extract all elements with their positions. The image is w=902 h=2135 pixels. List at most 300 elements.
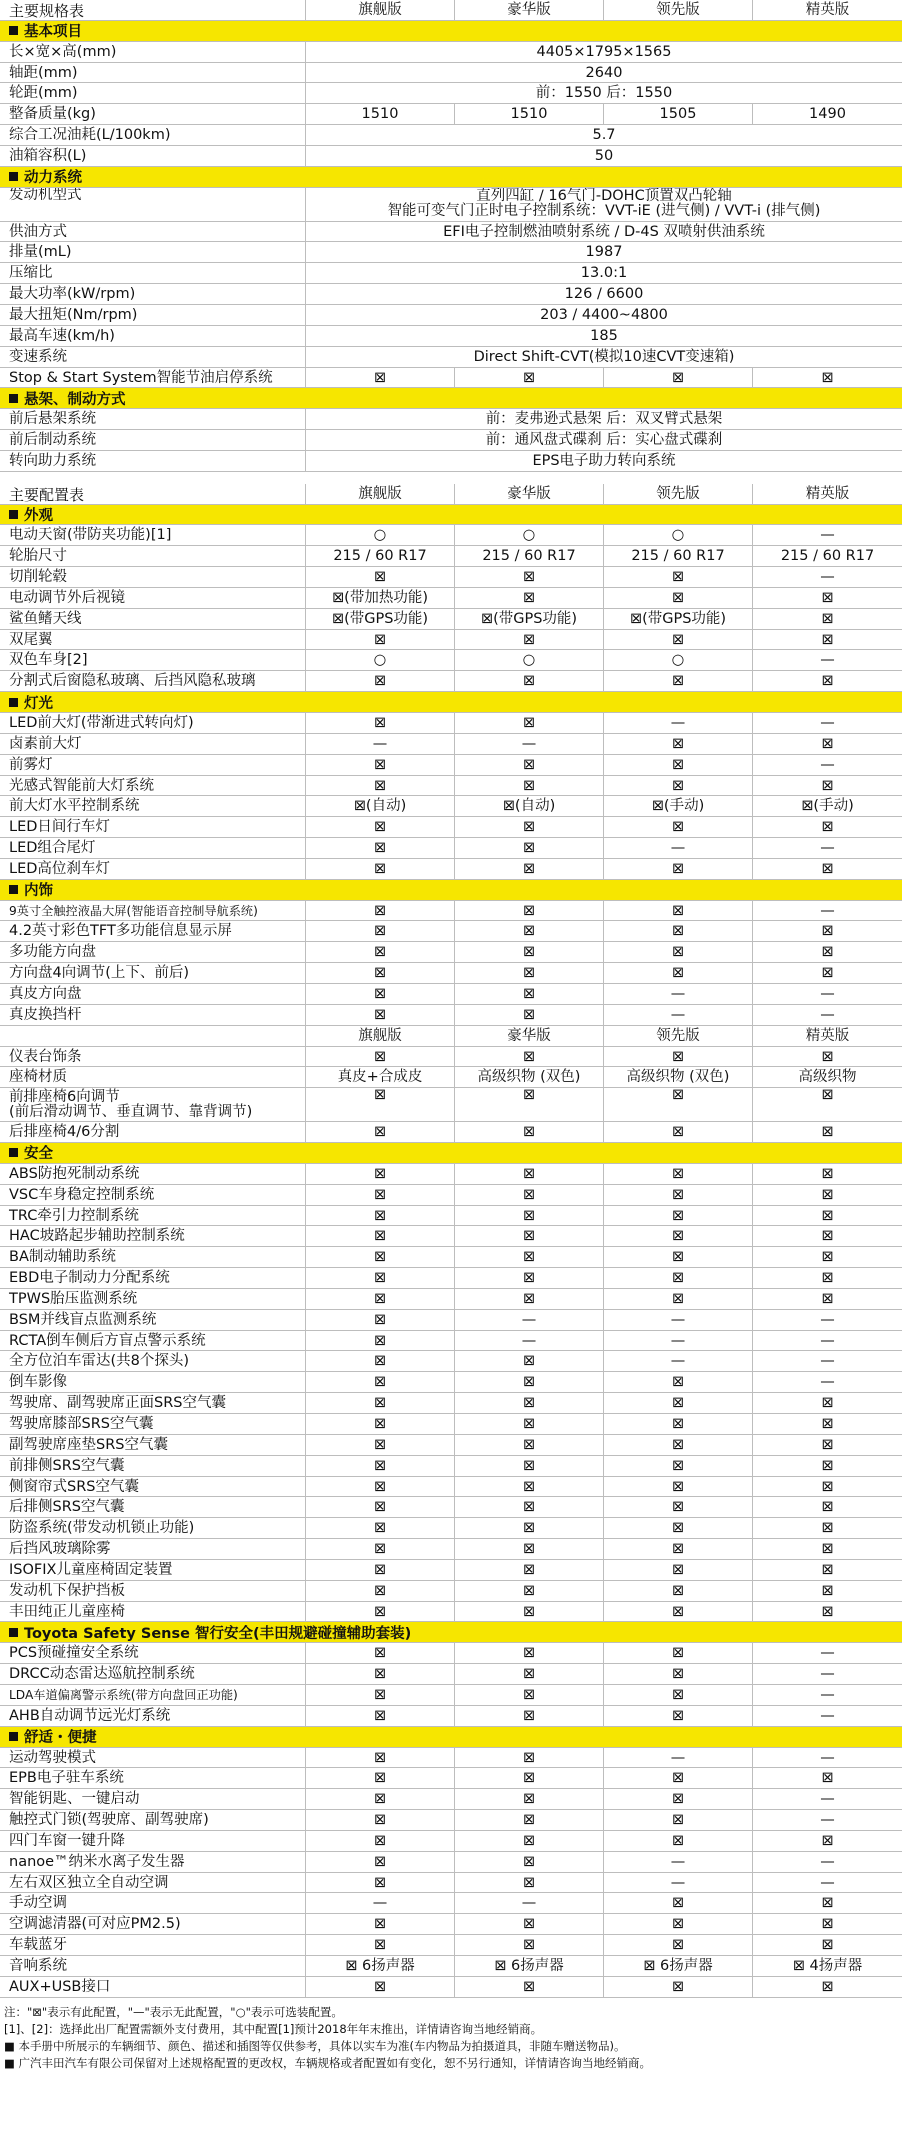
value-cell: ⊠ [454,1456,603,1476]
table-row [0,104,902,125]
row-label: 电动调节外后视镜 [9,589,125,606]
row-label: Stop & Start System智能节油启停系统 [9,369,273,386]
value-cell: ⊠ [603,817,752,837]
value-cell: ⊠ [454,1289,603,1309]
value-cell: — [752,567,902,587]
row-label: 音响系统 [9,1957,67,1974]
value-cell: ⊠ [305,1005,454,1025]
table-row [0,1414,902,1435]
value-cell: ⊠ [752,1164,902,1184]
model-column-header: 旗舰版 [305,0,454,20]
section-header [0,880,902,901]
value-cell: ⊠(手动) [752,796,902,816]
model-column-header: 豪华版 [454,484,603,504]
section-marker-icon [9,1628,18,1637]
table-row [0,525,902,546]
value-cell: — [603,1873,752,1893]
row-label: nanoe™纳米水离子发生器 [9,1853,185,1870]
spanned-value: 203 / 4400~4800 [305,305,902,325]
spanned-value: 2640 [305,63,902,83]
value-cell: — [752,984,902,1004]
value-cell: ⊠ [603,671,752,691]
value-cell: ⊠ [752,1539,902,1559]
model-column-header: 豪华版 [454,0,603,20]
table-row [0,942,902,963]
table-row [0,1289,902,1310]
value-cell: ⊠ [603,588,752,608]
value-cell: ⊠ [454,921,603,941]
table-row [0,1067,902,1088]
row-label: 最大功率(kW/rpm) [9,286,136,303]
value-cell: ⊠ [752,859,902,879]
section-header [0,388,902,409]
row-label: EPB电子驻车系统 [9,1770,124,1787]
section-marker-icon [9,1732,18,1741]
table-row [0,188,902,222]
row-label: 双尾翼 [9,631,53,648]
value-cell: ⊠ [454,1935,603,1955]
row-label: 4.2英寸彩色TFT多功能信息显示屏 [9,923,232,940]
value-cell: ⊠ [305,1643,454,1663]
value-cell: 1510 [305,104,454,124]
row-label: 油箱容积(L) [9,147,87,164]
row-label: 后挡风玻璃除雾 [9,1541,111,1558]
table-row [0,1873,902,1894]
value-cell: ⊠ [603,963,752,983]
value-cell: ⊠ [305,1247,454,1267]
value-cell: ⊠ [454,1414,603,1434]
footnote-line: [1]、[2]：选择此出厂配置需额外支付费用，其中配置[1]预计2018年年末推出，详情请咨询当地经销商。 [4,2021,543,2036]
section-marker-icon [9,26,18,35]
table-row [0,671,902,692]
value-cell: ⊠ [305,1477,454,1497]
value-cell: ⊠ [305,1456,454,1476]
value-cell: ⊠ [454,1122,603,1142]
row-label: 左右双区独立全自动空调 [9,1874,169,1891]
value-cell: — [752,713,902,733]
value-cell: — [752,1005,902,1025]
value-cell: ⊠ [603,1122,752,1142]
value-cell: ⊠ [305,1685,454,1705]
table-row [0,146,902,167]
value-cell: ⊠ [454,1560,603,1580]
row-label: 空调滤清器(可对应PM2.5) [9,1916,181,1933]
value-cell: ⊠ [305,1664,454,1684]
value-cell: ⊠ [454,1206,603,1226]
value-cell: ⊠ [454,1539,603,1559]
value-cell: ⊠ [305,817,454,837]
value-cell: ⊠ [454,1226,603,1246]
table-row [0,1164,902,1185]
table-row [0,1664,902,1685]
value-cell: ⊠ 6扬声器 [454,1956,603,1976]
value-cell: ⊠ [454,984,603,1004]
value-cell: ⊠ [603,1393,752,1413]
row-label: 光感式智能前大灯系统 [9,777,154,794]
value-cell: ⊠ [454,588,603,608]
table-row [0,1456,902,1477]
value-cell: — [752,1685,902,1705]
row-label: 卤素前大灯 [9,735,82,752]
row-label: 前后悬架系统 [9,411,96,428]
value-cell: — [752,1706,902,1726]
value-cell: ⊠(带GPS功能) [305,609,454,629]
section-header [0,21,902,42]
row-label: 前大灯水平控制系统 [9,798,140,815]
value-cell: ⊠ [454,1047,603,1067]
row-label: TPWS胎压监测系统 [9,1290,138,1307]
value-cell: ⊠ [305,1914,454,1934]
value-cell: ⊠ [305,921,454,941]
value-cell: ⊠ [305,1935,454,1955]
value-cell: ⊠ 6扬声器 [603,1956,752,1976]
value-cell: ⊠ [603,1581,752,1601]
row-label: 驾驶席、副驾驶席正面SRS空气囊 [9,1395,226,1412]
value-cell: ⊠ [305,1977,454,1997]
section-marker-icon [9,394,18,403]
section-header [0,1143,902,1164]
table-row [0,901,902,922]
value-cell: ⊠ [603,1414,752,1434]
section-header [0,167,902,188]
row-label: 倒车影像 [9,1374,67,1391]
row-label: 综合工况油耗(L/100km) [9,127,171,144]
table-row [0,430,902,451]
spanned-value: 1987 [305,242,902,262]
value-cell: — [752,901,902,921]
table-row [0,1581,902,1602]
value-cell: ⊠ [305,1706,454,1726]
value-cell: ⊠ [752,1581,902,1601]
row-label: 真皮换挡杆 [9,1006,82,1023]
section-title: 基本项目 [24,24,82,41]
value-cell: 真皮+合成皮 [305,1067,454,1087]
value-cell: ⊠ [603,1289,752,1309]
footnote-line: ■ 本手册中所展示的车辆细节、颜色、描述和插图等仅供参考，具体以实车为准(车内物品为拍摄道具，非随车赠送物品)。 [4,2038,626,2053]
row-label-lines [9,1088,305,1121]
row-label: 整备质量(kg) [9,106,96,123]
row-label: 智能钥匙、一键启动 [9,1791,140,1808]
row-label: 丰田纯正儿童座椅 [9,1603,125,1620]
value-cell: 215 / 60 R17 [752,546,902,566]
value-cell: — [752,1664,902,1684]
value-cell: ⊠ [454,1268,603,1288]
table-row [0,1310,902,1331]
value-cell: ⊠ [603,1539,752,1559]
value-cell: ⊠ [603,1268,752,1288]
row-label: 最大扭矩(Nm/rpm) [9,306,138,323]
section-marker-icon [9,172,18,181]
value-cell: ⊠ [305,1310,454,1330]
row-label [0,1088,305,1121]
section-marker-icon [9,885,18,894]
spanned-value: EPS电子助力转向系统 [305,451,902,471]
row-label: RCTA倒车侧后方盲点警示系统 [9,1332,206,1349]
spanned-value: 前：麦弗逊式悬架 后：双叉臂式悬架 [305,409,902,429]
value-cell: — [752,1873,902,1893]
value-cell: ⊠ [305,1289,454,1309]
row-label: BA制动辅助系统 [9,1249,116,1266]
value-cell: ⊠(手动) [603,796,752,816]
value-cell: ⊠ [454,1005,603,1025]
value-cell: ⊠ [305,859,454,879]
value-cell: — [603,1331,752,1351]
value-cell: ⊠ [752,921,902,941]
table-row [0,368,902,389]
table-row [0,284,902,305]
value-cell: ⊠ [454,1164,603,1184]
section-marker-icon [9,510,18,519]
value-cell: ⊠ [603,368,752,388]
row-label: 触控式门锁(驾驶席、副驾驶席) [9,1812,209,1829]
value-cell: ⊠ [752,1914,902,1934]
value-cell: ⊠ [305,1047,454,1067]
spanned-value: EFI电子控制燃油喷射系统 / D-4S 双喷射供油系统 [305,222,902,242]
value-cell: ○ [305,650,454,670]
value-cell: ⊠ [454,1393,603,1413]
value-cell: 215 / 60 R17 [454,546,603,566]
value-cell: ⊠ [603,1789,752,1809]
value-cell: ⊠ [454,1372,603,1392]
row-label: 鲨鱼鳍天线 [9,610,82,627]
row-label-line: 前排座椅6向调节 [9,1088,120,1105]
value-cell: ⊠ [603,1643,752,1663]
row-label: 轮距(mm) [9,85,78,102]
value-cell: ⊠ [603,755,752,775]
value-cell: ⊠ [305,1331,454,1351]
row-label: 运动驾驶模式 [9,1749,96,1766]
value-cell: ⊠ [305,1497,454,1517]
value-cell: 精英版 [752,1026,902,1046]
value-cell: ⊠ [305,1122,454,1142]
value-cell: ⊠ [454,1247,603,1267]
table-row [0,755,902,776]
value-cell: ⊠ [603,1893,752,1913]
value-cell: ⊠ [454,859,603,879]
section-title: Toyota Safety Sense 智行安全(丰田规避碰撞辅助套装) [24,1625,412,1642]
spanned-value: 4405×1795×1565 [305,42,902,62]
value-cell: ⊠(自动) [305,796,454,816]
table-row [0,1810,902,1831]
value-cell: ⊠ [752,1047,902,1067]
row-label: 分割式后窗隐私玻璃、后挡风隐私玻璃 [9,673,256,690]
spanned-line: 智能可变气门正时电子控制系统：VVT-iE (进气侧) / VVT-i (排气侧) [387,203,821,220]
table-row [0,1956,902,1977]
value-cell: ⊠ [603,1768,752,1788]
value-cell: ⊠ [752,1247,902,1267]
table-row [0,1477,902,1498]
value-cell: ⊠ [305,984,454,1004]
section-header [0,1622,902,1643]
value-cell: ⊠ [454,1873,603,1893]
value-cell: ⊠ [752,671,902,691]
value-cell: ⊠ [603,567,752,587]
table-row [0,588,902,609]
table-row [0,63,902,84]
value-cell: 1510 [454,104,603,124]
row-label: ISOFIX儿童座椅固定装置 [9,1561,173,1578]
value-cell: ⊠ [752,1477,902,1497]
section-header [0,692,902,713]
value-cell: ⊠ [603,1810,752,1830]
value-cell: ○ [454,525,603,545]
table-row [0,326,902,347]
row-label: AUX+USB接口 [9,1978,111,1995]
table-row [0,1768,902,1789]
section-title: 灯光 [24,695,53,712]
value-cell: ⊠(带GPS功能) [454,609,603,629]
row-label: 前排侧SRS空气囊 [9,1457,125,1474]
value-cell: 高级织物 [752,1067,902,1087]
row-label: 手动空调 [9,1895,67,1912]
row-label: TRC牵引力控制系统 [9,1207,139,1224]
value-cell: ⊠ [305,1414,454,1434]
table-row [0,1331,902,1352]
value-cell: ⊠ [454,1852,603,1872]
table-row [0,1005,902,1026]
spanned-value: 前：1550 后：1550 [305,83,902,103]
footnotes [0,1998,902,2072]
value-cell: ⊠ [305,755,454,775]
value-cell: ⊠ [454,1748,603,1768]
table-row [0,1539,902,1560]
row-label: 后排侧SRS空气囊 [9,1499,125,1516]
value-cell: ⊠ [305,1831,454,1851]
value-cell: ⊠ [752,734,902,754]
value-cell: ⊠ [603,942,752,962]
footnote-line: ■ 广汽丰田汽车有限公司保留对上述规格配置的更改权，车辆规格或者配置如有变化，恕不另行通知，详情请咨询当地经销商。 [4,2055,652,2070]
value-cell: ⊠ [603,859,752,879]
value-cell: 215 / 60 R17 [603,546,752,566]
value-cell: ⊠ [603,1226,752,1246]
value-cell: ⊠ [603,1706,752,1726]
value-cell: — [752,525,902,545]
spanned-value: 前：通风盘式碟刹 后：实心盘式碟刹 [305,430,902,450]
value-cell: ⊠ [305,368,454,388]
value-cell: ⊠ [752,1414,902,1434]
value-cell: ⊠ [603,1935,752,1955]
value-cell: ⊠ [454,1810,603,1830]
spanned-value: 185 [305,326,902,346]
value-cell: ⊠ [454,1581,603,1601]
value-cell: — [603,838,752,858]
row-label: 车载蓝牙 [9,1937,67,1954]
value-cell: ⊠ [305,838,454,858]
table-row [0,347,902,368]
row-label: ABS防抱死制动系统 [9,1165,140,1182]
row-label: 方向盘4向调节(上下、前后) [9,965,190,982]
value-cell: ○ [603,650,752,670]
value-cell: ⊠ [752,1768,902,1788]
table-row [0,1247,902,1268]
table-row [0,1602,902,1623]
row-label: AHB自动调节远光灯系统 [9,1707,171,1724]
value-cell: ⊠ [603,1497,752,1517]
value-cell: — [603,984,752,1004]
value-cell: — [603,1351,752,1371]
spanned-line: 直列四缸 / 16气门-DOHC顶置双凸轮轴 [476,188,732,205]
value-cell: ⊠ [603,1914,752,1934]
value-cell: ⊠ [454,671,603,691]
row-label: 多功能方向盘 [9,944,96,961]
value-cell: ⊠ [305,1268,454,1288]
value-cell: ⊠ [603,776,752,796]
value-cell: ⊠ 4扬声器 [752,1956,902,1976]
value-cell: ⊠ [454,776,603,796]
value-cell: ⊠ [603,1602,752,1622]
table-row [0,713,902,734]
value-cell: ⊠ [752,588,902,608]
spanned-value [305,188,902,221]
row-label: 侧窗帘式SRS空气囊 [9,1478,139,1495]
value-cell: ⊠(带GPS功能) [603,609,752,629]
value-cell: 1490 [752,104,902,124]
table-row [0,1518,902,1539]
value-cell: 领先版 [603,1026,752,1046]
value-cell: 高级织物 (双色) [603,1067,752,1087]
value-cell: ⊠ [752,963,902,983]
value-cell: ⊠ [454,368,603,388]
value-cell: ⊠ [305,942,454,962]
table-row [0,42,902,63]
value-cell: ⊠ [752,1831,902,1851]
value-cell: 高级织物 (双色) [454,1067,603,1087]
value-cell: — [752,838,902,858]
table-row [0,1372,902,1393]
table-title: 主要配置表 [9,485,85,504]
value-cell: ⊠ [752,1560,902,1580]
spanned-value: 5.7 [305,125,902,145]
value-cell: ⊠ [603,1518,752,1538]
value-cell: ⊠ [603,1435,752,1455]
value-cell: ⊠ [454,1831,603,1851]
table-row [0,609,902,630]
value-cell: ⊠ [305,1088,454,1121]
section-marker-icon [9,698,18,707]
value-cell: — [752,650,902,670]
value-cell: ⊠ [454,942,603,962]
row-label: 真皮方向盘 [9,985,82,1002]
value-cell: ⊠ [752,368,902,388]
section-marker-icon [9,1148,18,1157]
value-cell: ⊠ [603,1047,752,1067]
value-cell: ⊠ [454,1518,603,1538]
table-row [0,125,902,146]
value-cell: ⊠ [305,1185,454,1205]
value-cell: ⊠ [454,963,603,983]
section-title: 安全 [24,1146,53,1163]
value-cell: ⊠ [305,713,454,733]
row-label: 排量(mL) [9,244,72,261]
table-row [0,1831,902,1852]
table-row [0,1497,902,1518]
section-header [0,505,902,526]
table-row [0,838,902,859]
value-cell: ⊠ [454,1664,603,1684]
value-cell: ⊠ [603,1664,752,1684]
value-cell: — [305,734,454,754]
footnote-line: 注："⊠"表示有此配置，"—"表示无此配置，"○"表示可选装配置。 [4,2004,343,2019]
table-row [0,630,902,651]
value-cell: 215 / 60 R17 [305,546,454,566]
value-cell: ○ [305,525,454,545]
value-cell: — [454,1331,603,1351]
spanned-value: 50 [305,146,902,166]
row-label: LED组合尾灯 [9,840,96,857]
value-cell: ⊠ [454,1685,603,1705]
value-cell: ⊠ [305,1560,454,1580]
value-cell: ⊠ [305,567,454,587]
